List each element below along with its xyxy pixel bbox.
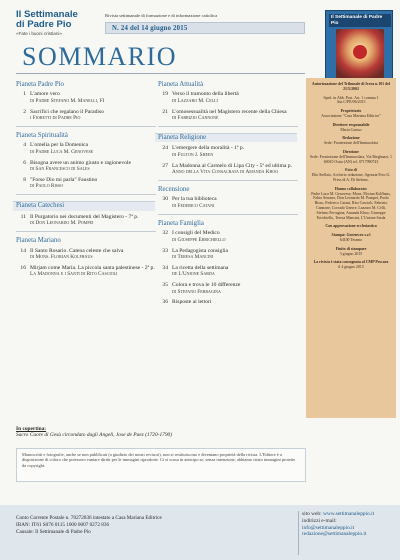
credits-heading: Proprietario bbox=[340, 109, 362, 114]
article-author: Anno della Vita Consacrata di Amanda Khoo bbox=[172, 169, 279, 176]
credits-text: Maria Caruso bbox=[340, 127, 362, 132]
credits-block bbox=[310, 82, 392, 92]
entry-text bbox=[30, 142, 156, 155]
article-author: di San Francesco di Sales bbox=[30, 166, 90, 173]
entry-text bbox=[30, 109, 156, 122]
heart-icon bbox=[353, 45, 367, 59]
contents-entry[interactable] bbox=[158, 299, 298, 305]
page-number: 19 bbox=[162, 91, 168, 98]
page-number: 27 bbox=[162, 162, 168, 169]
contents-entry[interactable] bbox=[158, 91, 298, 104]
entry-text bbox=[172, 196, 298, 209]
article-author: di Padre Stefano M. Manelli, FI bbox=[30, 97, 105, 104]
article-title: L'omelia per la Domenica bbox=[30, 142, 89, 149]
credits-panel bbox=[306, 78, 396, 418]
section-heading: Pianeta Spiritualità bbox=[16, 132, 68, 140]
credits-heading: Stampa: Gorenwex s.r.l bbox=[331, 233, 371, 238]
credits-text: Elio Stellato, Archivio redazione, Agenzia Foto G. Press di A. Di Stefano. bbox=[311, 173, 391, 182]
page-title: SOMMARIO bbox=[22, 42, 178, 71]
payment-info bbox=[16, 515, 296, 535]
article-title: L'emergere della moralità - 1ª p. bbox=[172, 145, 245, 152]
contents-entry[interactable] bbox=[16, 91, 156, 104]
entry-text bbox=[30, 177, 156, 190]
postal-account: Conto Corrente Postale n. 70272836 intestato a Casa Mariana Editrice bbox=[16, 515, 162, 521]
credits-block bbox=[310, 168, 392, 182]
page-number: 4 bbox=[23, 142, 26, 149]
page-number: 32 bbox=[162, 230, 168, 237]
contact-info bbox=[302, 511, 396, 538]
contents-entry[interactable] bbox=[16, 142, 156, 155]
article-title: Verso il tramonto della libertà bbox=[172, 91, 239, 98]
site-label: sito web: bbox=[302, 511, 322, 517]
entry-text bbox=[172, 282, 298, 295]
contents-entry[interactable] bbox=[158, 109, 298, 122]
article-title: I consigli del Medico bbox=[172, 230, 220, 237]
article-author: di Paolo Risso bbox=[30, 183, 64, 190]
entry-text bbox=[172, 145, 298, 158]
logo-line-1: Il Settimanale bbox=[16, 9, 78, 20]
contents-entry[interactable] bbox=[158, 282, 298, 295]
cover-caption-text: Sacro Cuore di Gesù circondato dagli Angeli, Jose de Paez (1720-1790) bbox=[16, 432, 173, 438]
cover-caption-label: In copertina: bbox=[16, 426, 47, 432]
email-redazione-link[interactable]: redazione@settimanaleppio.it bbox=[302, 531, 367, 538]
credits-block bbox=[310, 96, 392, 106]
payment-reason: Causale: Il Settimanale di Padre Pio bbox=[16, 528, 91, 535]
entry-text bbox=[30, 248, 156, 261]
credits-heading: Foto di bbox=[345, 168, 357, 173]
entry-text bbox=[172, 265, 298, 278]
page-number: 21 bbox=[162, 108, 168, 115]
section-divider bbox=[16, 231, 156, 232]
page-number: 16 bbox=[20, 264, 26, 271]
cover-title: Il Settimanale di Padre Pio bbox=[329, 14, 391, 27]
article-author: di Don Leonardo M. Pompei bbox=[30, 220, 94, 227]
entry-text bbox=[172, 248, 298, 261]
contents-column-middle bbox=[158, 78, 298, 310]
contents-entry[interactable] bbox=[158, 163, 298, 176]
article-author: La Madonna e i Santi di Rito Cascioli bbox=[30, 271, 118, 278]
credits-block bbox=[310, 123, 392, 133]
article-title: Risposte ai lettori bbox=[172, 299, 212, 306]
contents-entry[interactable] bbox=[158, 265, 298, 278]
article-title: L'omosessualità nel Magistero recente della Chiesa bbox=[172, 108, 287, 115]
article-author: di Mons. Florian Kolfhaus bbox=[30, 253, 93, 260]
article-author: di Giuseppe Errichiello bbox=[172, 236, 226, 243]
credits-block bbox=[310, 260, 392, 270]
contents-entry[interactable] bbox=[16, 177, 156, 190]
article-title: "Forse Dio mi parla" Faustino bbox=[30, 177, 98, 184]
credits-text: 3 giugno 2015 bbox=[339, 251, 363, 256]
credits-heading: Redazione bbox=[342, 136, 360, 141]
article-author: di Teresa Mancini bbox=[172, 253, 214, 260]
page-number: 2 bbox=[23, 108, 26, 115]
entry-text bbox=[172, 299, 298, 305]
section-divider bbox=[158, 214, 298, 215]
email-label: indirizzi e-mail: bbox=[302, 517, 337, 524]
credits-text: 64100 Teramo bbox=[339, 237, 363, 242]
credits-text: Sede: Frontezione dell'Immacolata bbox=[323, 141, 379, 146]
credits-block bbox=[310, 247, 392, 257]
article-title: Il Purgatorio nei documenti del Magistero - 7ª p. bbox=[30, 213, 139, 220]
cover-caption bbox=[16, 426, 306, 438]
contents-entry[interactable] bbox=[16, 214, 156, 227]
credits-block bbox=[310, 187, 392, 221]
contents-entry[interactable] bbox=[16, 248, 156, 261]
entry-text bbox=[30, 91, 156, 104]
logo-tagline: «Fate i buoni cristiani» bbox=[16, 31, 62, 36]
entry-text bbox=[172, 109, 298, 122]
article-author: de L'Unione Sarda bbox=[172, 271, 215, 278]
logo-line-2: di Padre Pio bbox=[16, 19, 72, 30]
page-number: 11 bbox=[20, 213, 26, 220]
credits-text: Associazione "Casa Mariana Editrice" bbox=[321, 113, 381, 118]
credits-heading: Hanno collaborato: bbox=[334, 186, 368, 191]
page-number: 24 bbox=[162, 145, 168, 152]
article-author: i Fioretti di Padre Pio bbox=[30, 115, 81, 122]
page-number: 35 bbox=[162, 282, 168, 289]
footer bbox=[0, 505, 400, 560]
issue-banner: N. 24 del 14 giugno 2015 bbox=[105, 22, 305, 34]
page-number: 34 bbox=[162, 264, 168, 271]
credits-heading: Finito di stampare bbox=[335, 246, 367, 251]
entry-text bbox=[30, 160, 156, 173]
article-author: di Stefano Ferragina bbox=[172, 288, 221, 295]
article-title: Per la tua biblioteca bbox=[172, 196, 217, 203]
contents-entry[interactable] bbox=[16, 265, 156, 278]
email-info-link[interactable]: info@settimanaleppio.it bbox=[302, 524, 355, 531]
entry-text bbox=[30, 265, 156, 278]
article-title: La Pedagogista consiglia bbox=[172, 247, 228, 254]
article-title: Mirjam come Maria. La piccola santa palestinese - 2ª p. bbox=[30, 264, 155, 271]
title-divider bbox=[16, 73, 305, 74]
section-heading: Pianeta Catechesi bbox=[13, 201, 155, 210]
page-number: 36 bbox=[162, 299, 168, 306]
magazine-description: Rivista settimanale di formazione e di informazione cattolica bbox=[105, 13, 218, 18]
article-author: di Padre Luca M. Genovese bbox=[30, 148, 94, 155]
article-title: La ricetta della settimana bbox=[172, 264, 229, 271]
section-divider bbox=[16, 126, 156, 127]
section-divider bbox=[158, 180, 298, 181]
credits-block bbox=[310, 136, 392, 146]
page-number: 30 bbox=[162, 196, 168, 203]
article-author: di Fabrizio Cannone bbox=[172, 115, 219, 122]
section-divider bbox=[16, 194, 156, 195]
credits-text: Padre Luca M. Genovese, Mons. Florian Kolfhaus, Fabio Serrano, Don Leonardo M. Pompei, Paolo Risso, Federico Catani, Rito Cascioli, Fabrizio Cannone, Corrado Gnerre, Lazzaro M. Celli, Stefano Ferragina, Amanda Khoo, Giuseppe Errichiello, Teresa Mancini, L'Unione Sarda bbox=[311, 191, 391, 220]
cover-thumbnail bbox=[325, 10, 393, 88]
article-title: Sacrifici che regalano il Paradiso bbox=[30, 108, 104, 115]
article-author: di Lazzaro M. Celli bbox=[172, 97, 218, 104]
section-heading: Pianeta Famiglia bbox=[158, 219, 204, 227]
page-number: 6 bbox=[23, 159, 26, 166]
section-heading: Pianeta Religione bbox=[155, 133, 297, 142]
website-link[interactable]: www.settimanaleppio.it bbox=[322, 511, 375, 517]
page-number: 14 bbox=[20, 247, 26, 254]
entry-text bbox=[172, 163, 298, 176]
section-heading: Pianeta Mariano bbox=[16, 237, 61, 245]
credits-heading: Direzione bbox=[343, 149, 359, 154]
contents-column-left bbox=[16, 78, 156, 282]
iban: IBAN: IT61 S076 0115 1000 0007 0272 836 bbox=[16, 521, 110, 528]
credits-block bbox=[310, 109, 392, 119]
credits-heading: Direttore responsabile bbox=[332, 122, 370, 127]
credits-block bbox=[310, 150, 392, 164]
contents-entry[interactable] bbox=[16, 109, 156, 122]
credits-text: Sede: Frontezione dell'Immacolata, Via Rieghuzzi, 1 60010 Ostra (AN) tel. 0717990743 bbox=[310, 154, 392, 164]
entry-text bbox=[172, 230, 298, 243]
section-heading: Recensione bbox=[158, 186, 190, 194]
section-heading: Pianeta Attualità bbox=[158, 81, 204, 88]
contents-entry[interactable] bbox=[158, 248, 298, 261]
contents-entry[interactable] bbox=[158, 230, 298, 243]
credits-block bbox=[310, 233, 392, 243]
article-author: di Fulton J. Sheen bbox=[172, 151, 214, 158]
contents-entry[interactable] bbox=[158, 196, 298, 209]
credits-heading: Autorizzazione del Tribunale di Ivrea n.101 del 21/5/2002 bbox=[311, 82, 391, 91]
article-title: L'amore vero bbox=[30, 91, 60, 98]
article-title: La Madonna al Carmelo di Lipa City - 5ª ed ultima p. bbox=[172, 162, 292, 169]
contents-entry[interactable] bbox=[16, 160, 156, 173]
section-divider bbox=[158, 126, 298, 127]
copyright-note: Manoscritti e fotografie, anche se non pubblicati (a giudizio dei nostri revisori), non si restituiscono e diventano proprietà della rivista. L'Editore è a disposizione di coloro che potessero vantare diritti per le immagini riprodotte. Ci si scusa in anticipo se, senza intenzione, abbiamo citato immagini protette da copyright. bbox=[16, 448, 306, 482]
contents-entry[interactable] bbox=[158, 145, 298, 158]
credits-heading: La rivista è stata consegnata al CMP Pescara bbox=[313, 260, 389, 265]
page-number: 8 bbox=[23, 177, 26, 184]
section-heading: Pianeta Padre Pio bbox=[16, 81, 64, 88]
entry-text bbox=[172, 91, 298, 104]
credits-text: il 4 giugno 2015 bbox=[338, 265, 364, 270]
footer-divider bbox=[298, 511, 299, 555]
article-title: Bisogna avere un animo giusto e ragionevole bbox=[30, 159, 131, 166]
credits-block bbox=[310, 224, 392, 229]
credits-text: Sped. in Abb. Post. Art. 1 comma 1 Aut.C/PE/06/2013 bbox=[323, 95, 379, 105]
page-number: 33 bbox=[162, 247, 168, 254]
credits-heading: Con approvazione ecclesiastica bbox=[325, 224, 377, 229]
page-number: 1 bbox=[23, 91, 26, 98]
magazine-logo bbox=[16, 10, 96, 37]
article-author: di Federico Catani bbox=[172, 202, 215, 209]
article-title: Colora e trova le 10 differenze bbox=[172, 282, 241, 289]
entry-text bbox=[30, 214, 156, 227]
article-title: Il Santo Rosario. Catena celeste che salva bbox=[30, 247, 124, 254]
